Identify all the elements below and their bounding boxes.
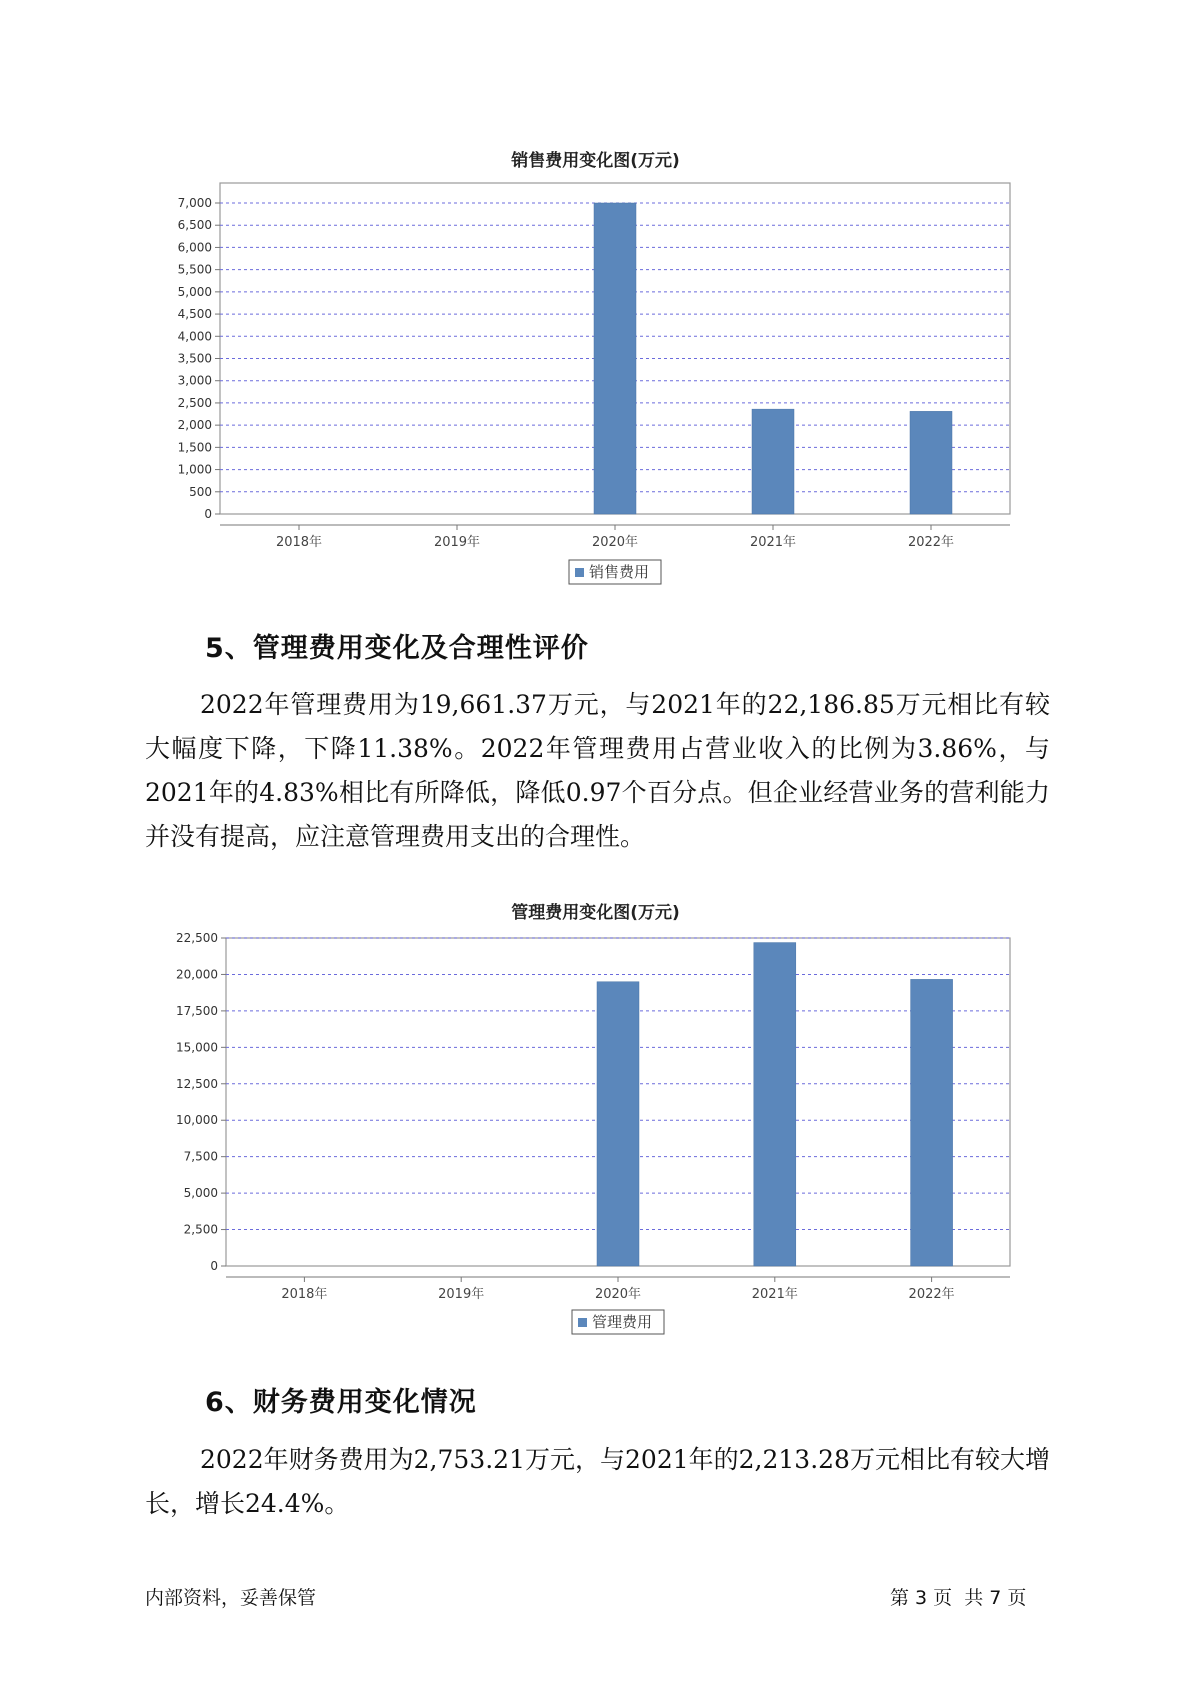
y-tick-label: 6,500 — [177, 218, 212, 233]
sales-expense-chart — [0, 180, 1191, 600]
legend-label: 销售费用 — [589, 563, 650, 581]
bar-2021年 — [754, 943, 796, 1266]
bar-2022年 — [910, 411, 952, 514]
footer-page-number: 第 3 页 共 7 页 — [890, 1587, 1027, 1609]
y-tick-label: 12,500 — [176, 1076, 218, 1091]
y-tick-label: 5,000 — [183, 1186, 218, 1201]
section5-heading: 5、管理费用变化及合理性评价 — [205, 633, 589, 664]
x-tick-label: 2021年 — [749, 535, 797, 550]
y-tick-label: 7,500 — [183, 1149, 218, 1164]
x-tick-label: 2022年 — [908, 1287, 955, 1302]
y-tick-label: 1,000 — [177, 462, 212, 477]
legend-swatch — [575, 568, 584, 577]
x-tick-label: 2020年 — [594, 1287, 642, 1302]
y-tick-label: 17,500 — [176, 1003, 218, 1018]
y-tick-label: 3,000 — [177, 373, 212, 388]
y-tick-label: 6,000 — [177, 240, 212, 255]
y-tick-label: 2,500 — [177, 395, 212, 410]
y-tick-label: 0 — [210, 1259, 218, 1273]
section6-paragraph: 2022年财务费用为2,753.21万元，与2021年的2,213.28万元相比有较大增长，增长24.4%。 — [145, 1445, 1050, 1518]
admin-expense-chart — [0, 930, 1191, 1350]
chart2-title: 管理费用变化图(万元) — [511, 903, 680, 923]
bar-2021年 — [752, 409, 794, 514]
x-tick-label: 2018年 — [275, 535, 323, 550]
y-tick-label: 500 — [189, 484, 212, 499]
y-tick-label: 1,500 — [177, 440, 212, 455]
legend-label: 管理费用 — [592, 1313, 653, 1331]
y-tick-label: 22,500 — [176, 931, 218, 945]
y-tick-label: 3,500 — [177, 351, 212, 366]
y-tick-label: 7,000 — [177, 196, 212, 210]
y-tick-label: 20,000 — [176, 967, 218, 982]
legend-swatch — [578, 1318, 587, 1327]
bar-2020年 — [594, 203, 636, 514]
x-tick-label: 2019年 — [433, 535, 481, 550]
x-tick-label: 2018年 — [281, 1287, 328, 1302]
y-tick-label: 5,500 — [177, 262, 212, 277]
y-tick-label: 2,500 — [183, 1222, 218, 1237]
y-tick-label: 4,500 — [177, 307, 212, 322]
x-tick-label: 2020年 — [591, 535, 639, 550]
y-tick-label: 4,000 — [177, 329, 212, 344]
section5-paragraph: 2022年管理费用为19,661.37万元，与2021年的22,186.85万元相比有较大幅度下降，下降11.38%。2022年管理费用占营业收入的比例为3.86%，与2021年的4.83%相比有所降低，降低0.97个百分点。但企业经营业务的营利能力并没有提高，应注意管理费用支出的合理性。 — [145, 690, 1050, 851]
y-tick-label: 5,000 — [177, 284, 212, 299]
y-tick-label: 0 — [204, 507, 212, 521]
bar-2022年 — [911, 979, 953, 1266]
y-tick-label: 10,000 — [176, 1113, 218, 1128]
y-tick-label: 15,000 — [176, 1040, 218, 1055]
x-tick-label: 2021年 — [751, 1287, 798, 1302]
y-tick-label: 2,000 — [177, 418, 212, 433]
x-tick-label: 2022年 — [907, 535, 955, 550]
footer-confidential: 内部资料，妥善保管 — [145, 1587, 317, 1609]
section6-heading: 6、财务费用变化情况 — [205, 1387, 477, 1418]
x-tick-label: 2019年 — [438, 1287, 485, 1302]
bar-2020年 — [597, 982, 639, 1266]
chart1-title: 销售费用变化图(万元) — [511, 151, 680, 171]
